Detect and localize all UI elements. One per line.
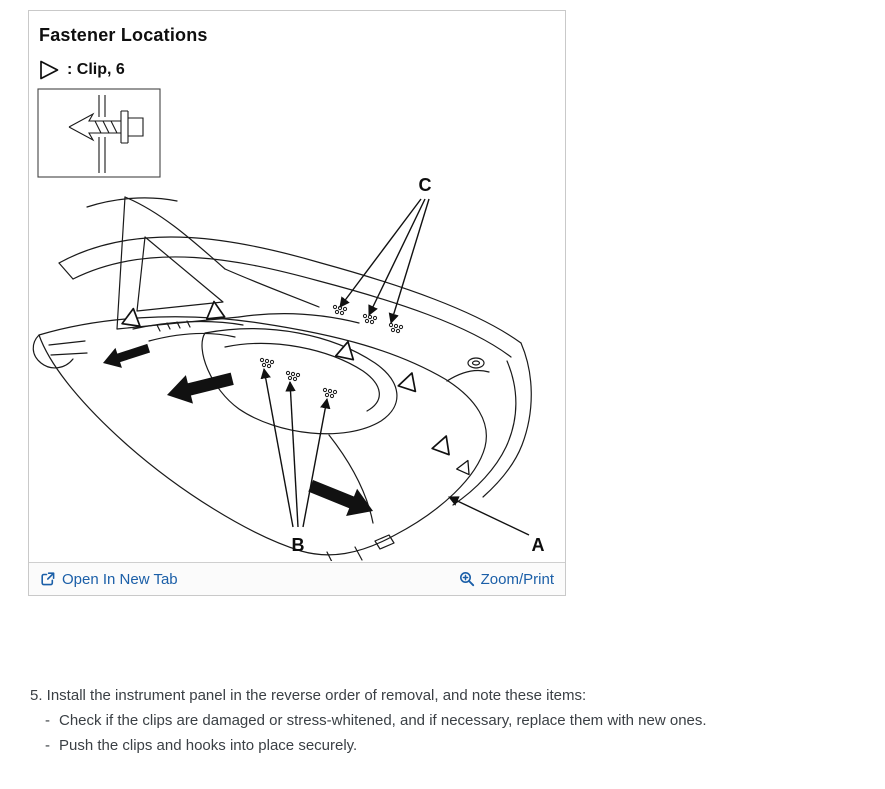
fastener-locations-panel [28,10,566,596]
callout-line-b [303,399,327,527]
callout-line-b [290,382,298,527]
callout-line-c [391,199,429,323]
panel-title: Fastener Locations [39,25,208,45]
instruction-bullet [45,733,850,758]
clip-inset-drawing [38,89,160,177]
open-in-new-tab-label: Open In New Tab [62,570,178,588]
fastener-diagram [29,11,565,561]
removal-arrow [163,364,235,409]
screw-hole-dots [260,305,402,397]
bullet-text: Check if the clips are damaged or stress-whitened, and if necessary, replace them with new ones. [59,712,707,729]
clip-marker [432,433,455,455]
removal-arrow [100,338,152,373]
label-c: C [418,175,432,195]
clip-legend [38,59,125,81]
clip-triangle-icon [38,59,60,81]
callout-lines [264,199,529,535]
bullet-dash: - [45,737,50,754]
zoom-icon [459,571,475,587]
bullet-text: Push the clips and hooks into place securely. [59,737,358,754]
open-in-new-tab-link[interactable] [40,571,178,588]
callout-line-a [449,497,529,535]
label-a: A [531,535,545,555]
instruction-step: 5. Install the instrument panel in the reverse order of removal, and note these items: [30,687,587,704]
instructions [30,683,850,758]
instrument-panel-artwork [33,197,531,561]
removal-direction-arrows [100,338,379,524]
clip-marker [398,370,420,391]
zoom-print-link[interactable] [459,571,554,588]
instruction-bullet [45,708,850,733]
clip-marker [457,458,474,475]
zoom-print-label: Zoom/Print [480,570,554,588]
panel-footer [29,562,565,595]
label-b: B [291,535,305,555]
clip-marker [336,340,357,360]
callout-line-b [264,369,293,527]
removal-arrow [305,472,378,524]
bullet-dash: - [45,712,50,729]
clip-legend-label: : Clip, 6 [67,61,125,78]
open-in-new-tab-icon [40,571,56,587]
